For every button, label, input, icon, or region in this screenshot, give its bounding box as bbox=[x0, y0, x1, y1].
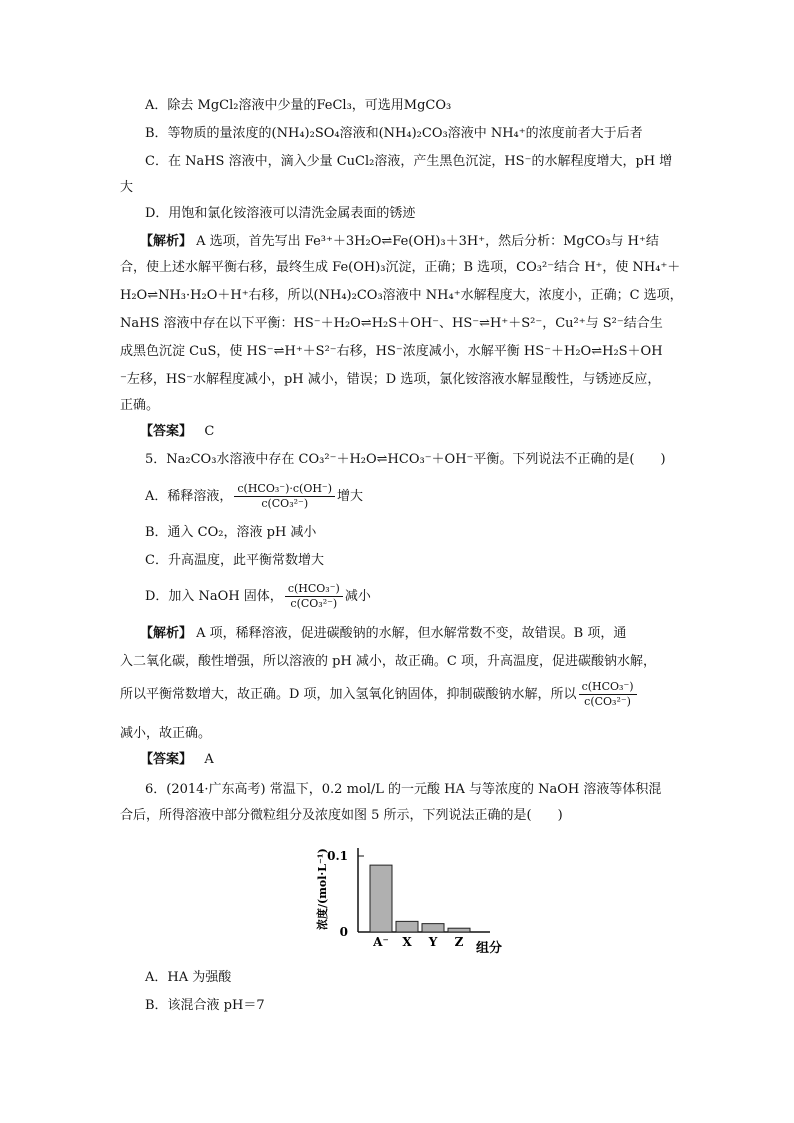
q4-answer bbox=[140, 422, 214, 442]
q4-analysis-line1 bbox=[140, 232, 659, 252]
q5-option-b: B．通入 CO₂，溶液 pH 减小 bbox=[145, 525, 317, 540]
q4-analysis-line6: ⁻左移，HS⁻水解程度减小，pH 减小，错误；D 选项，氯化铵溶液水解显酸性，与锈迹反应， bbox=[120, 372, 661, 387]
answer-tag: 【答案】 bbox=[140, 752, 193, 767]
analysis-tag: 【解析】 bbox=[140, 234, 193, 249]
y-axis-label: 浓度/(mol·L⁻¹) bbox=[316, 848, 329, 930]
q4-option-c-cont: 大 bbox=[120, 180, 134, 195]
q4-analysis-line7: 正确。 bbox=[120, 398, 160, 413]
option-a-text: A．稀释溶液， bbox=[145, 489, 233, 504]
category-label-0: A⁻ bbox=[373, 935, 389, 949]
q4-analysis-line2: 合，使上述水解平衡右移，最终生成 Fe(OH)₃沉淀，正确；B 选项，CO₃²⁻结合 H⁺，使 NH₄⁺＋ bbox=[120, 260, 681, 275]
fraction-denominator: c(CO₃²⁻) bbox=[261, 497, 309, 510]
q4-analysis-line5: 成黑色沉淀 CuS，使 HS⁻⇌H⁺＋S²⁻右移，HS⁻浓度减小，水解平衡 HS⁻＋H₂O⇌H₂S＋OH bbox=[120, 344, 663, 359]
q4-option-d: D．用饱和氯化铵溶液可以清洗金属表面的锈迹 bbox=[145, 206, 416, 221]
fraction bbox=[579, 680, 637, 709]
bar-1 bbox=[396, 921, 418, 932]
q4-analysis-line3: H₂O⇌NH₃·H₂O＋H⁺右移，所以(NH₄)₂CO₃溶液中 NH₄⁺水解程度大，浓度小，正确；C 选项， bbox=[120, 288, 683, 303]
q4-option-c: C．在 NaHS 溶液中，滴入少量 CuCl₂溶液，产生黑色沉淀，HS⁻的水解程度增大，pH 增 bbox=[145, 154, 673, 169]
q4-analysis-line4: NaHS 溶液中存在以下平衡：HS⁻＋H₂O⇌H₂S＋OH⁻、HS⁻⇌H⁺＋S²⁻，Cu²⁺与 S²⁻结合生 bbox=[120, 316, 663, 331]
q5-stem: 5．Na₂CO₃水溶液中存在 CO₃²⁻＋H₂O⇌HCO₃⁻＋OH⁻平衡。下列说法不正确的是( ) bbox=[145, 452, 666, 467]
answer-value: A bbox=[204, 752, 214, 767]
q6-stem-line1: 6．(2014·广东高考) 常温下，0.2 mol/L 的一元酸 HA 与等浓度的 NaOH 溶液等体积混 bbox=[145, 782, 662, 797]
option-a-suffix: 增大 bbox=[337, 489, 364, 504]
q4-option-a: A．除去 MgCl₂溶液中少量的FeCl₃，可选用MgCO₃ bbox=[145, 98, 452, 113]
bar-2 bbox=[422, 924, 444, 932]
category-label-1: X bbox=[402, 935, 412, 949]
bar-0 bbox=[370, 865, 392, 932]
analysis-text: A 选项，首先写出 Fe³⁺＋3H₂O⇌Fe(OH)₃＋3H⁺，然后分析：MgCO₃与 H⁺结 bbox=[196, 234, 659, 249]
y-tick-label-zero: 0 bbox=[339, 925, 348, 939]
y-tick-label-top: 0.1 bbox=[327, 849, 348, 863]
q5-analysis-line2: 入二氧化碳，酸性增强，所以溶液的 pH 减小，故正确。C 项，升高温度，促进碳酸钠水解， bbox=[120, 654, 657, 669]
q4-option-b: B．等物质的量浓度的(NH₄)₂SO₄溶液和(NH₄)₂CO₃溶液中 NH₄⁺的浓度前者大于后者 bbox=[145, 126, 643, 141]
q5-answer bbox=[140, 750, 214, 770]
q6-option-b: B．该混合液 pH＝7 bbox=[145, 998, 265, 1013]
category-label-2: Y bbox=[428, 935, 438, 949]
fraction-numerator: c(HCO₃⁻) bbox=[285, 582, 343, 597]
bar-chart bbox=[300, 838, 520, 962]
fraction bbox=[285, 582, 343, 611]
option-d-suffix: 减小 bbox=[344, 589, 371, 604]
q5-option-d bbox=[145, 582, 371, 611]
fraction bbox=[234, 482, 335, 511]
q5-analysis-line1 bbox=[140, 624, 626, 644]
bars bbox=[370, 865, 470, 949]
analysis-tag: 【解析】 bbox=[140, 626, 193, 641]
fraction-denominator: c(CO₃²⁻) bbox=[290, 597, 338, 610]
q6-stem-line2: 合后，所得溶液中部分微粒组分及浓度如图 5 所示，下列说法正确的是( ) bbox=[120, 808, 563, 823]
fraction-denominator: c(CO₃²⁻) bbox=[584, 695, 631, 708]
category-label-3: Z bbox=[454, 935, 464, 949]
x-axis-label: 组分 bbox=[476, 941, 503, 956]
fraction-numerator: c(HCO₃⁻) bbox=[579, 680, 637, 695]
q5-option-c: C．升高温度，此平衡常数增大 bbox=[145, 553, 324, 568]
q5-analysis-line3 bbox=[120, 680, 639, 709]
analysis-text: 所以平衡常数增大，故正确。D 项，加入氢氧化钠固体，抑制碳酸钠水解，所以 bbox=[120, 687, 577, 702]
q5-option-a bbox=[145, 482, 363, 511]
q6-option-a: A．HA 为强酸 bbox=[145, 970, 232, 985]
q5-analysis-line4: 减小，故正确。 bbox=[120, 726, 212, 741]
answer-tag: 【答案】 bbox=[140, 424, 193, 439]
fraction-numerator: c(HCO₃⁻)·c(OH⁻) bbox=[234, 482, 335, 497]
bar-3 bbox=[448, 928, 470, 932]
answer-value: C bbox=[204, 424, 215, 439]
analysis-text: A 项，稀释溶液，促进碳酸钠的水解，但水解常数不变，故错误。B 项，通 bbox=[196, 626, 627, 641]
option-d-text: D．加入 NaOH 固体， bbox=[145, 589, 283, 604]
